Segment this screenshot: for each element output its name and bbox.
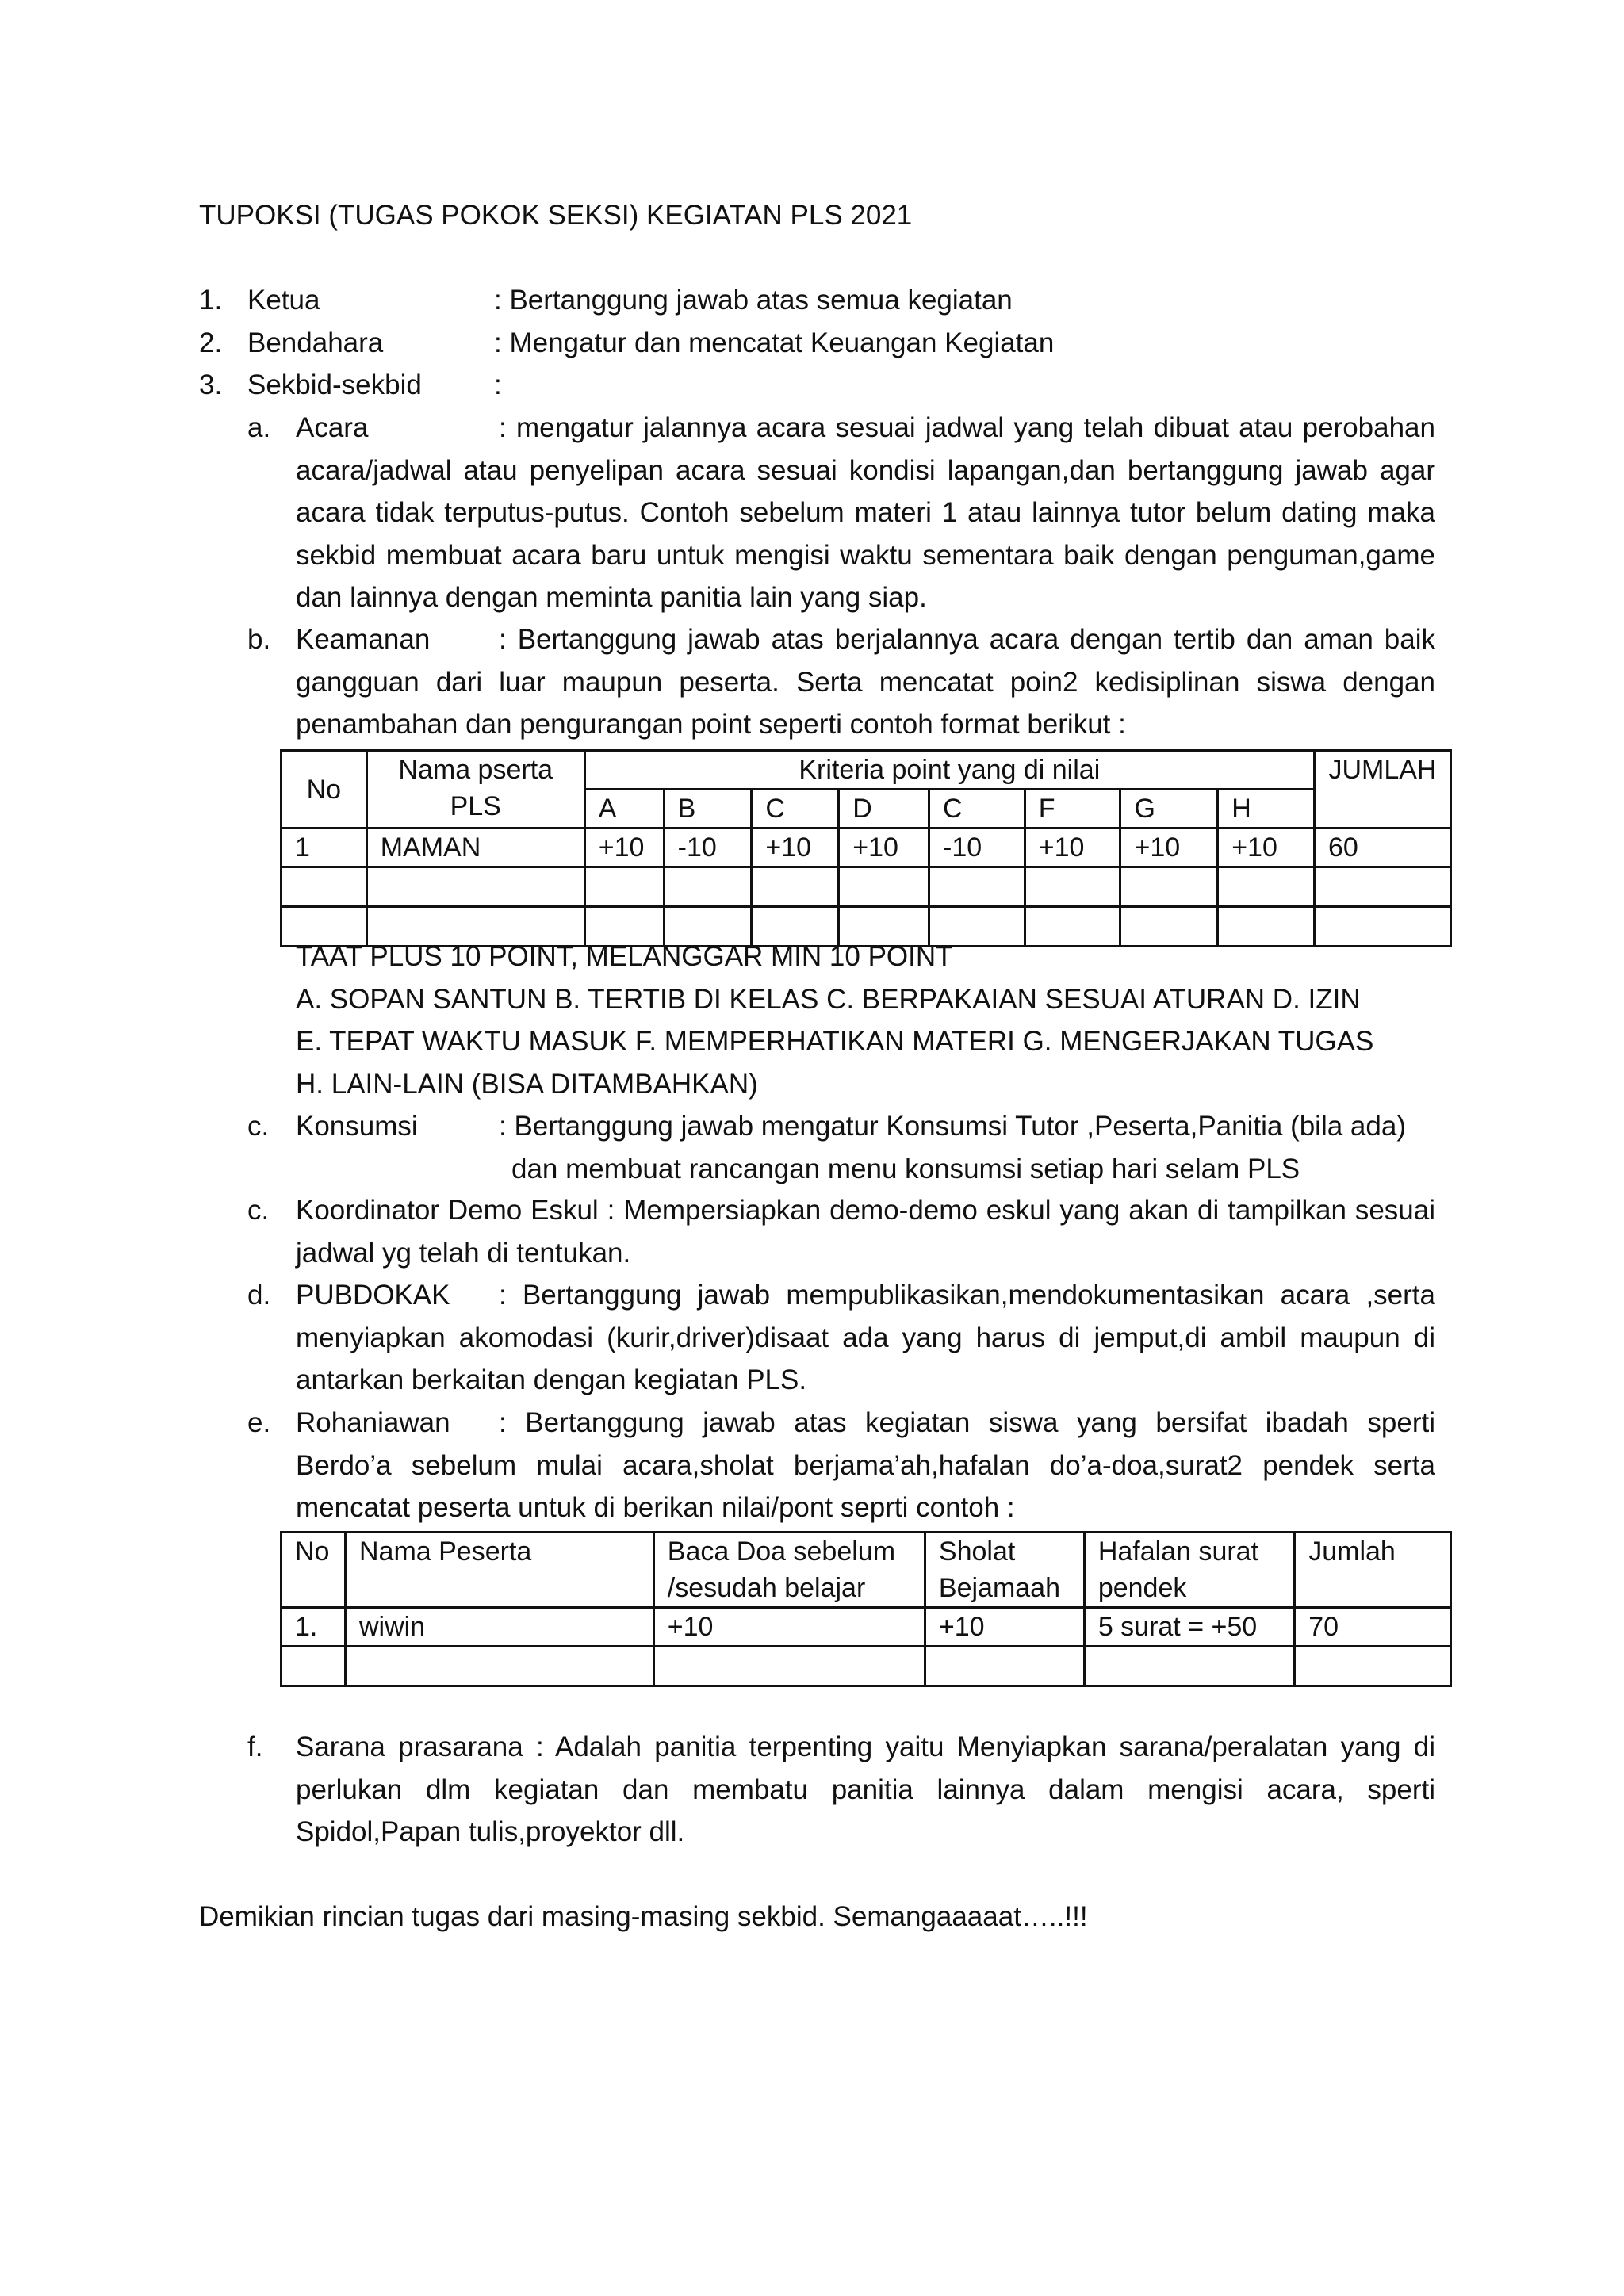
cell-point: +10 <box>584 828 664 867</box>
sub-item-pubdokak <box>247 1274 1435 1402</box>
sub-item-konsumsi <box>247 1105 1435 1190</box>
criteria-cell: C <box>929 790 1025 828</box>
item-label: Ketua <box>247 285 320 316</box>
header-sholat: Sholat Bejamaah <box>925 1533 1084 1608</box>
criteria-cell: G <box>1120 790 1218 828</box>
page-title: TUPOKSI (TUGAS POKOK SEKSI) KEGIATAN PLS 2021 <box>199 200 913 231</box>
criteria-cell: A <box>584 790 664 828</box>
header-jumlah: Jumlah <box>1295 1533 1451 1608</box>
criteria-cell: F <box>1025 790 1120 828</box>
sub-description-cont: dan membuat rancangan menu konsumsi setiap hari selam PLS <box>511 1153 1300 1184</box>
table-row <box>282 1608 1451 1647</box>
sub-letter: f. <box>247 1732 263 1762</box>
cell-point: +10 <box>1025 828 1120 867</box>
legend-line: E. TEPAT WAKTU MASUK F. MEMPERHATIKAN MATERI G. MENGERJAKAN TUGAS <box>296 1026 1374 1057</box>
sub-letter: d. <box>247 1280 271 1311</box>
cell-no: 1. <box>282 1608 346 1647</box>
list-item-bendahara <box>199 322 1436 365</box>
criteria-cell: D <box>839 790 929 828</box>
header-nama: Nama Peserta <box>345 1533 653 1608</box>
sub-description: : Bertanggung jawab atas berjalannya acara dengan tertib dan aman baik gangguan dari luar maupun peserta. Serta mencatat poin2 kedisiplinan siswa dengan penambahan dan pengurangan point seperti contoh format berikut : <box>296 624 1435 740</box>
header-no: No <box>282 751 367 828</box>
sub-item-demo-eskul <box>247 1189 1435 1274</box>
sub-description: : Bertanggung jawab mengatur Konsumsi Tutor ,Peserta,Panitia (bila ada) <box>499 1111 1406 1142</box>
list-item-sekbid <box>199 364 1436 407</box>
sub-label: Rohaniawan <box>296 1407 450 1438</box>
table-row-empty <box>282 1647 1451 1686</box>
sub-description: : mengatur jalannya acara sesuai jadwal yang telah dibuat atau perobahan acara/jadwal atau penyelipan acara sesuai kondisi lapangan,dan bertanggung jawab agar acara tidak terputus-putus. Contoh sebelum materi 1 atau lainnya tutor belum dating maka sekbid membuat acara baru untuk mengisi waktu sementara baik dengan penguman,game dan lainnya dengan meminta panitia lain yang siap. <box>296 412 1435 613</box>
sub-description: : Bertanggung jawab atas kegiatan siswa yang bersifat ibadah sperti Berdo’a sebelum mulai acara,sholat berjama’ah,hafalan do’a-doa,surat2 pendek serta mencatat peserta untuk di berikan nilai/pont seprti contoh : <box>296 1407 1435 1523</box>
criteria-cell: C <box>752 790 839 828</box>
sub-item-acara <box>247 407 1435 619</box>
sub-label: PUBDOKAK <box>296 1280 450 1311</box>
cell-point: +10 <box>839 828 929 867</box>
item-number: 3. <box>199 369 223 400</box>
cell-sholat: +10 <box>925 1608 1084 1647</box>
sub-description: Koordinator Demo Eskul : Mempersiapkan demo-demo eskul yang akan di tampilkan sesuai jadwal yg telah di tentukan. <box>296 1195 1435 1269</box>
header-kriteria: Kriteria point yang di nilai <box>584 751 1314 790</box>
header-no: No <box>282 1533 346 1608</box>
sub-letter: c. <box>247 1111 270 1142</box>
cell-point: +10 <box>752 828 839 867</box>
sub-letter: c. <box>247 1195 270 1226</box>
cell-point: -10 <box>664 828 752 867</box>
criteria-cell: B <box>664 790 752 828</box>
sub-label: Keamanan <box>296 624 431 655</box>
header-hafalan: Hafalan surat pendek <box>1084 1533 1294 1608</box>
closing-text: Demikian rincian tugas dari masing-masing sekbid. Semangaaaaat…..!!! <box>199 1901 1088 1932</box>
criteria-cell: H <box>1218 790 1315 828</box>
sub-label: Konsumsi <box>296 1111 418 1142</box>
item-description: : Mengatur dan mencatat Keuangan Kegiatan <box>494 327 1055 358</box>
table-row-empty <box>282 867 1451 907</box>
item-number: 1. <box>199 285 223 316</box>
cell-no: 1 <box>282 828 367 867</box>
header-nama: Nama pserta PLS <box>366 751 584 828</box>
list-item-ketua <box>199 279 1436 322</box>
points-legend <box>296 936 1446 1105</box>
header-baca-doa: Baca Doa sebelum /sesudah belajar <box>653 1533 925 1608</box>
table-header-row <box>282 751 1451 790</box>
sub-description: Sarana prasarana : Adalah panitia terpenting yaitu Menyiapkan sarana/peralatan yang di perlukan dlm kegiatan dan membatu panitia lainnya dalam mengisi acara, sperti Spidol,Papan tulis,proyektor dll. <box>296 1732 1435 1847</box>
legend-line: TAAT PLUS 10 POINT, MELANGGAR MIN 10 POINT <box>296 941 953 972</box>
item-label: Sekbid-sekbid <box>247 369 422 400</box>
table-header-row <box>282 1533 1451 1608</box>
cell-point: +10 <box>1120 828 1218 867</box>
table-row <box>282 828 1451 867</box>
sub-letter: e. <box>247 1407 271 1438</box>
cell-jumlah: 70 <box>1295 1608 1451 1647</box>
item-number: 2. <box>199 327 223 358</box>
sub-item-keamanan <box>247 618 1435 746</box>
cell-point: +10 <box>1218 828 1315 867</box>
cell-nama: MAMAN <box>366 828 584 867</box>
item-description: : <box>494 369 502 400</box>
sub-letter: a. <box>247 412 271 443</box>
sub-item-rohaniawan <box>247 1402 1435 1529</box>
cell-nama: wiwin <box>345 1608 653 1647</box>
cell-jumlah: 60 <box>1314 828 1450 867</box>
discipline-points-table <box>280 749 1452 947</box>
sub-description: : Bertanggung jawab mempublikasikan,mendokumentasikan acara ,serta menyiapkan akomodasi (kurir,driver)disaat ada yang harus di jemput,di ambil maupun di antarkan berkaitan dengan kegiatan PLS. <box>296 1280 1435 1395</box>
item-description: : Bertanggung jawab atas semua kegiatan <box>494 285 1013 316</box>
header-jumlah: JUMLAH <box>1314 751 1450 828</box>
cell-point: -10 <box>929 828 1025 867</box>
legend-line: A. SOPAN SANTUN B. TERTIB DI KELAS C. BERPAKAIAN SESUAI ATURAN D. IZIN <box>296 983 1361 1015</box>
cell-hafalan: 5 surat = +50 <box>1084 1608 1294 1647</box>
sub-label: Acara <box>296 412 369 443</box>
item-label: Bendahara <box>247 327 384 358</box>
sub-item-sarana <box>247 1726 1435 1854</box>
sub-letter: b. <box>247 624 271 655</box>
worship-points-table <box>280 1531 1452 1687</box>
legend-line: H. LAIN-LAIN (BISA DITAMBAHKAN) <box>296 1068 758 1100</box>
cell-baca-doa: +10 <box>653 1608 925 1647</box>
